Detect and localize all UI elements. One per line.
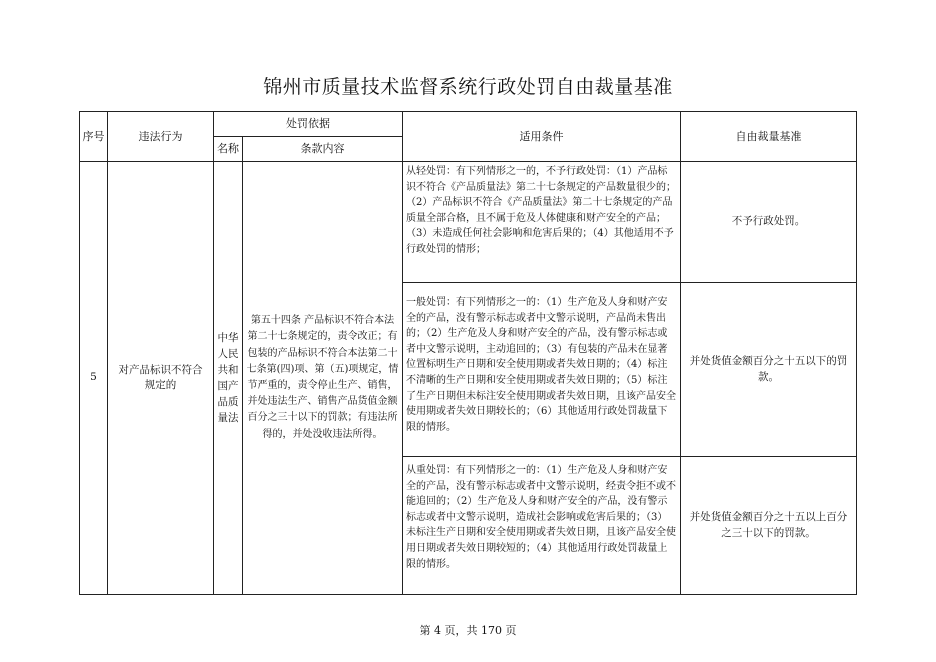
standard-severe: 并处货值金额百分之十五以上百分之三十以下的罚款。 (681, 457, 857, 595)
header-basis: 处罚依据 (214, 112, 403, 137)
header-row-1 (80, 112, 857, 137)
header-conditions: 适用条件 (403, 112, 681, 162)
document-title: 锦州市质量技术监督系统行政处罚自由裁量基准 (263, 76, 673, 98)
condition-general: 一般处罚：有下列情形之一的：（1）生产危及人身和财产安全的产品，没有警示标志或者中文警示说明，产品尚未售出的；（2）生产危及人身和财产安全的产品，没有警示标志或者中文警示说明，主动追回的；（3）有包装的产品未在显著位置标明生产日期和安全使用期或者失效日期的；（4）标注不清晰的生产日期和安全使用期或者失效日期的；（5）标注了生产日期但未标注安全使用期或者失效日期，且该产品安全使用期或者失效日期较长的；（6）其他适用行政处罚裁量下限的情形。 (403, 283, 681, 457)
page-footer: 第 4 页，共 170 页 (419, 624, 517, 637)
condition-severe: 从重处罚：有下列情形之一的：（1）生产危及人身和财产安全的产品，没有警示标志或者中文警示说明，经责令拒不或不能追回的；（2）生产危及人身和财产安全的产品，没有警示标志或者中文警示说明，造成社会影响或危害后果的；（3）未标注生产日期和安全使用期或者失效日期，且该产品安全使用日期或者失效日期较短的；（4）其他适用行政处罚裁量上限的情形。 (403, 457, 681, 595)
standard-lenient: 不予行政处罚。 (681, 162, 857, 283)
row-law-name: 中华人民共和国产品质量法 (214, 162, 243, 595)
header-seq: 序号 (80, 112, 108, 162)
table-row (80, 162, 857, 283)
row-seq: 5 (80, 162, 108, 595)
row-clause: 第五十四条 产品标识不符合本法第二十七条规定的，责令改正；有包装的产品标识不符合本法第二十七条第(四)项、第（五)项规定，情节严重的，责令停止生产、销售，并处违法生产、销售产品货值金额百分之三十以下的罚款；有违法所得的，并处没收违法所得。 (243, 162, 403, 595)
header-basis-clause: 条款内容 (243, 137, 403, 162)
standard-general: 并处货值金额百分之十五以下的罚款。 (681, 283, 857, 457)
penalty-table (79, 111, 857, 595)
header-standard: 自由裁量基准 (681, 112, 857, 162)
row-violation: 对产品标识不符合规定的 (108, 162, 214, 595)
condition-lenient: 从轻处罚：有下列情形之一的，不予行政处罚：（1）产品标识不符合《产品质量法》第二十七条规定的产品数量很少的；（2）产品标识不符合《产品质量法》第二十七条规定的产品质量全部合格，且不属于危及人体健康和财产安全的产品；（3）未造成任何社会影响和危害后果的；（4）其他适用不予行政处罚的情形； (403, 162, 681, 283)
header-violation: 违法行为 (108, 112, 214, 162)
header-basis-name: 名称 (214, 137, 243, 162)
